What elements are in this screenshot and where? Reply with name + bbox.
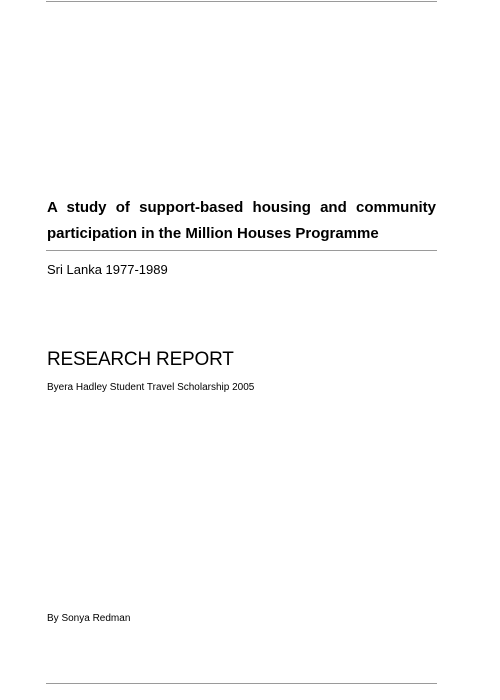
title-divider xyxy=(46,250,437,251)
author-line: By Sonya Redman xyxy=(47,613,131,624)
top-divider xyxy=(46,1,437,2)
report-heading: RESEARCH REPORT xyxy=(47,349,234,370)
scholarship-line: Byera Hadley Student Travel Scholarship 2005 xyxy=(47,382,255,393)
document-title: A study of support-based housing and community participation in the Million Houses Programme xyxy=(47,199,436,242)
document-subtitle: Sri Lanka 1977-1989 xyxy=(47,262,168,277)
bottom-divider xyxy=(46,683,437,684)
